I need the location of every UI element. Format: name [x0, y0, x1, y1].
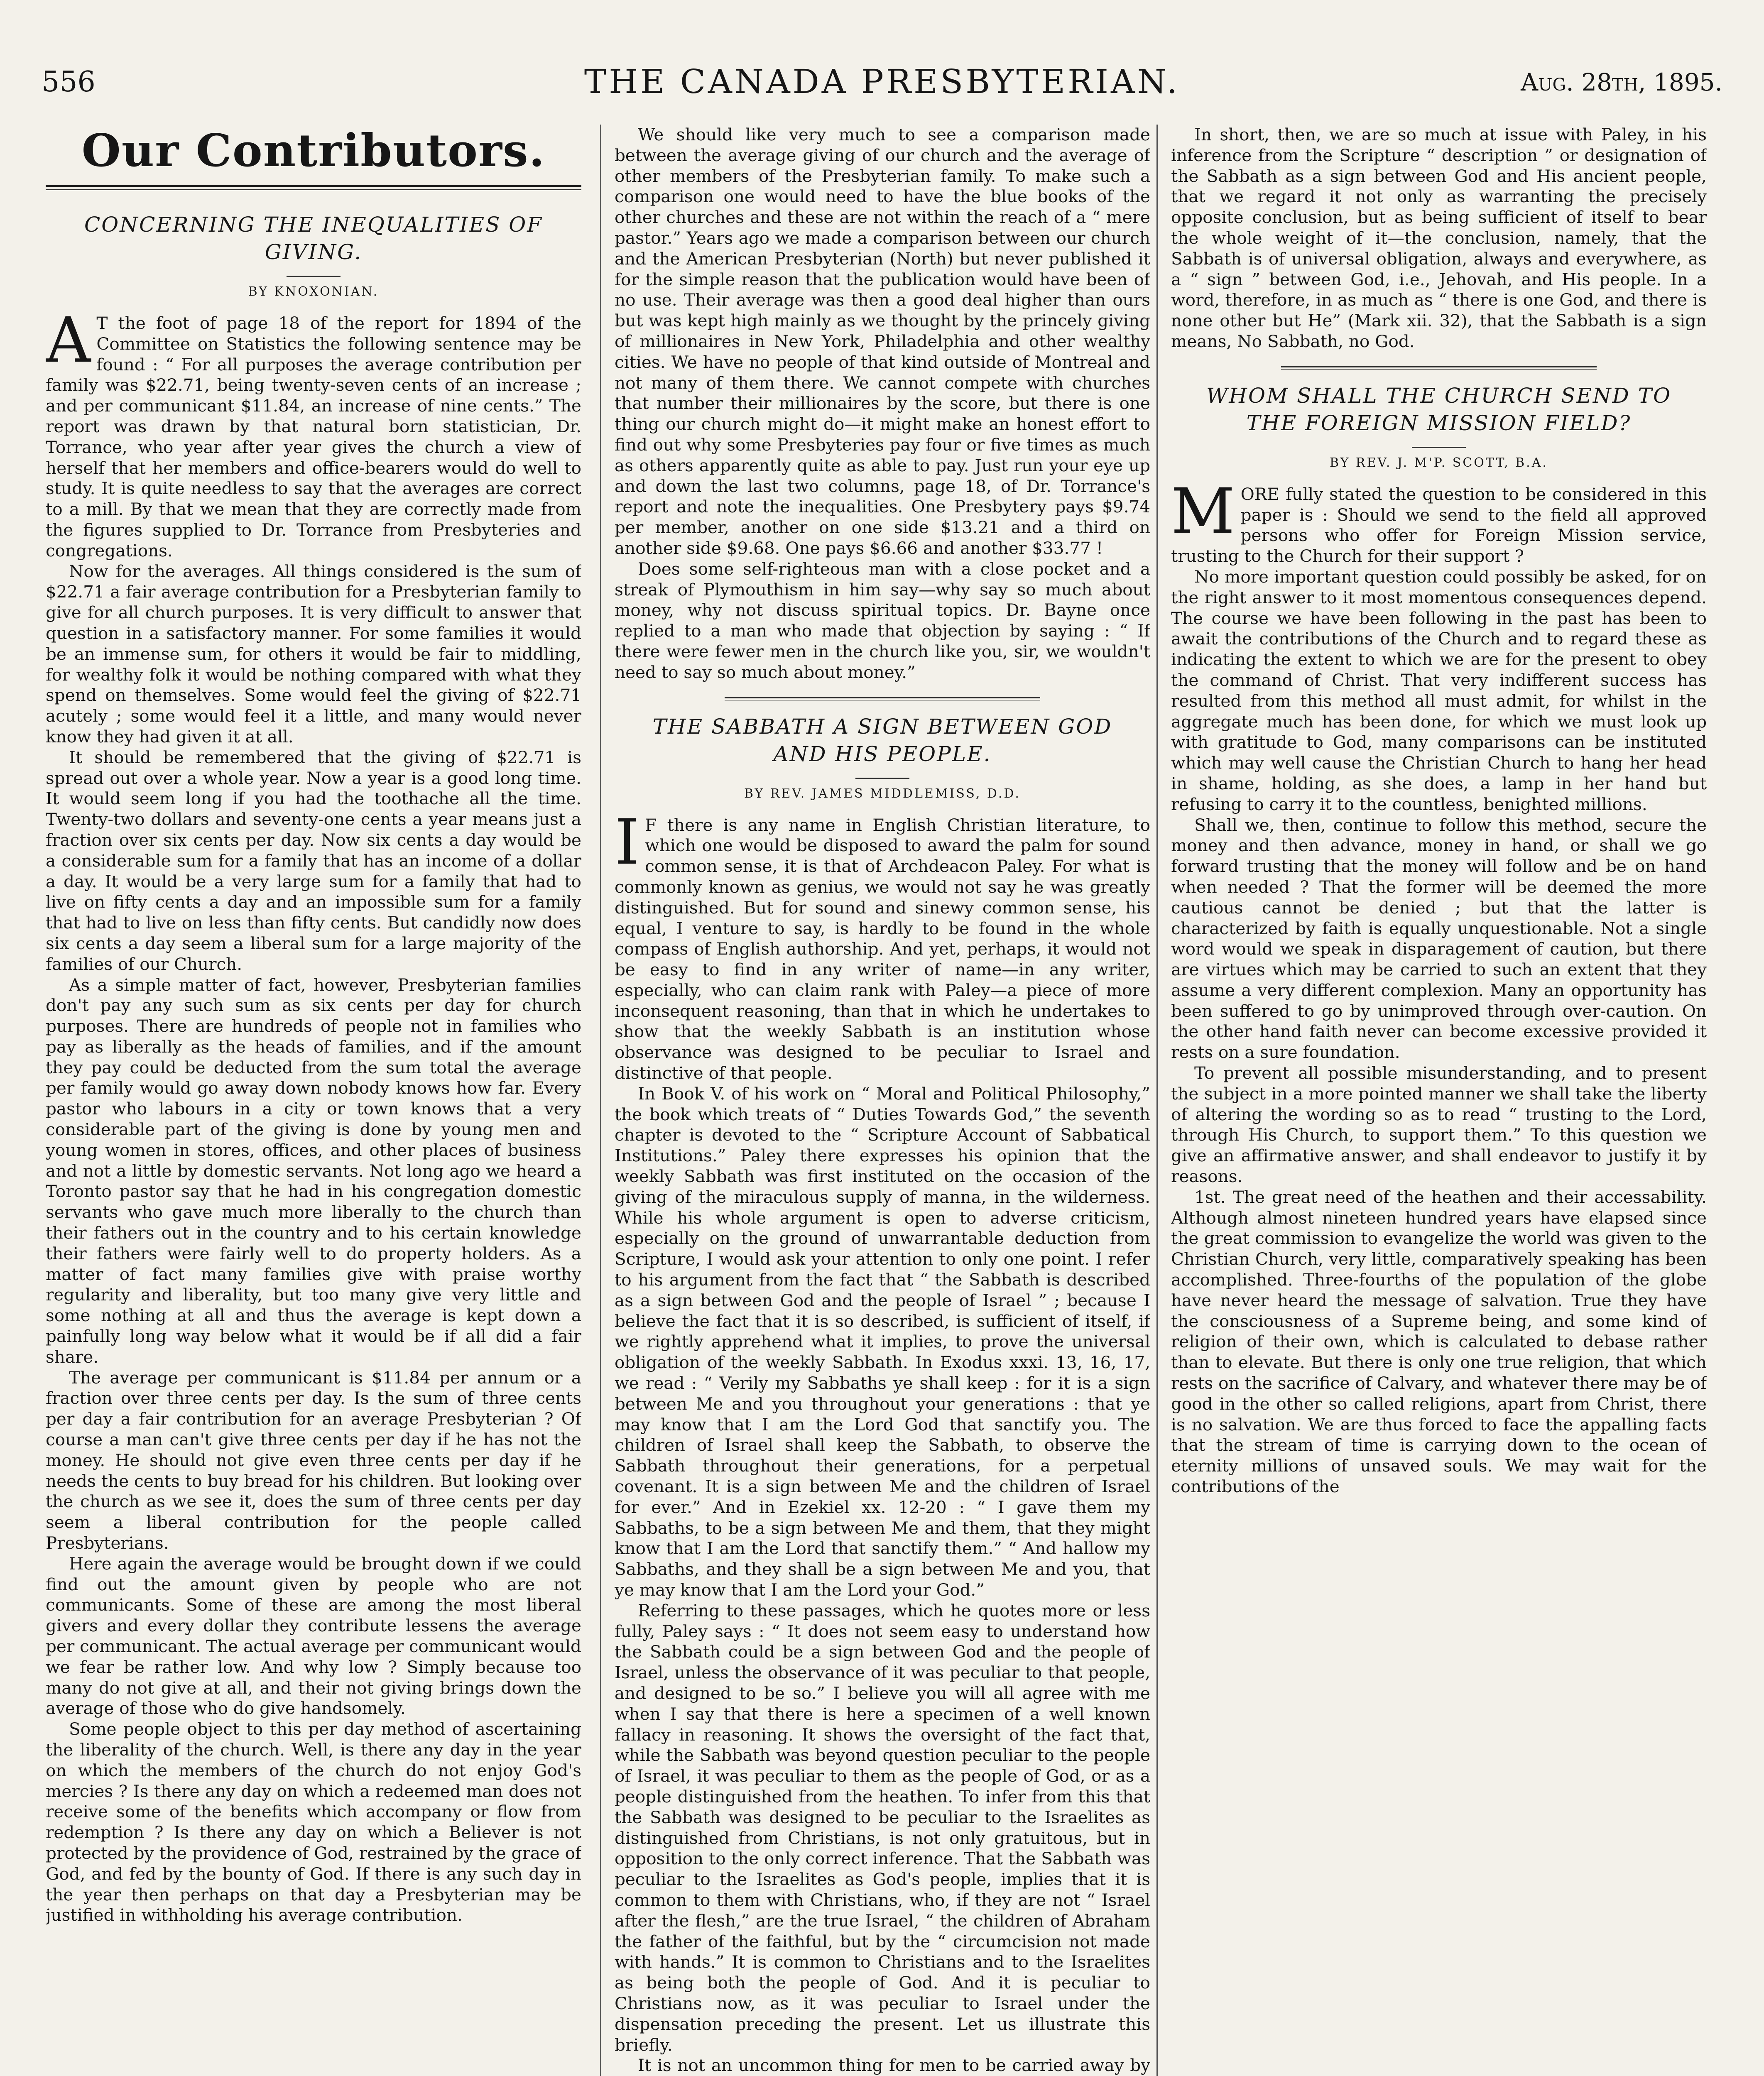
title-rule: [1412, 447, 1466, 448]
paragraph: We should like very much to see a comparison made between the average giving of our church and the average of other members of the Presbyterian family. To make such a comparison one would need to have the blue books of the other churches and these are not within the reach of a “ mere pastor.” Years ago we made a comparison between our church and the American Presbyterian (North) but never published it for the simple reason that the publication would have been of no use. Their average was then a good deal higher than ours but was kept high mainly as we thought by the princely giving of millionaires in New York, Philadelphia and other wealthy cities. We have no people of that kind outside of Montreal and not many of them there. We cannot compete with churches that number their millionaires by the score, but there is one thing our church might do—it might make an honest effort to find out why some Presbyteries pay four or five times as much as others apparently quite as able to pay. Just run your eye up and down the last two columns, page 18, of Dr. Torrance's report and note the inequalities. One Presbytery pays $9.74 per member, another on one side $13.21 and a third on another side $9.68. One pays $6.66 and another $33.77 !: [615, 125, 1150, 558]
paragraph: No more important question could possibly be asked, for on the right answer to it most momentous consequences depend. The course we have been following in the past has been to await the contributions of the Church and to regard these as indicating the extent to which we are for the present to obey the command of Christ. That very indifferent success has resulted from this method all must admit, for whilst in the aggregate much has been done, for which we must look up with gratitude to God, many comparisons can be instituted which may well cause the Christian Church to hang her head in shame, holding, as she does, a lamp in her hand but refusing to carry it to the countless, benighted millions.: [1171, 566, 1707, 814]
section-rule: [46, 185, 581, 190]
paragraph: Referring to these passages, which he quotes more or less fully, Paley says : “ It does not seem easy to understand how the Sabbath could be a sign between God and the people of Israel, unless the observance of it was peculiar to that people, and designed to be so.” I believe you will all agree with me when I say that there is here a specimen of a well known fallacy in reasoning. It shows the oversight of the fact that, while the Sabbath was beyond question peculiar to the people of Israel, it was peculiar to them as the people of God, or as a people distinguished from the heathen. To infer from this that the Sabbath was designed to be peculiar to the Israelites as distinguished from Christians, is not only gratuitous, but in opposition to the only correct inference. That the Sabbath was peculiar to the Israelites as God's people, implies that it is common to them with Christians, who, if they are not “ Israel after the flesh,” are the true Israel, “ the children of Abraham the father of the faithful, but by the “ circumcision not made with hands.” It is common to Christians and to the Israelites as being both the people of God. And it is peculiar to Christians now, as it was peculiar to Israel under the dispensation preceding the present. Let us illustrate this briefly.: [615, 1600, 1150, 2055]
article-title: CONCERNING THE INEQUALITIES OF GIVING.: [84, 213, 543, 264]
paragraph: Some people object to this per day method of ascertaining the liberality of the church. Well, is there any day in the year on which the members of the church do not enjoy God's mercies ? Is there any day on which a redeemed man does not receive some of the benefits which accompany or flow from redemption ? Is there any day on which a Believer is not protected by the providence of God, restrained by the grace of God, and fed by the bounty of God. If there is any such day in the year then perhaps on that day a Presbyterian may be justified in withholding his average contribution.: [46, 1719, 581, 1925]
column-2: [615, 125, 1150, 2076]
drop-cap: M: [1171, 475, 1235, 548]
page-number: 556: [42, 66, 96, 98]
article-byline: BY REV. J. M'P. SCOTT, B.A.: [1330, 455, 1548, 470]
paragraph: It should be remembered that the giving of $22.71 is spread out over a whole year. Now a year is a good long time. It would seem long if you had the toothache all the time. Twenty-two dollars and seventy-one cents a year means just a fraction over six cents per day. Now six cents a day would be a considerable sum for a family that has an income of a dollar a day. It would be a very large sum for a family that had to live on fifty cents a day and an impossible sum for a family that had to live on less than fifty cents. But candidly now does six cents a day seem a liberal sum for a large majority of the families of our Church.: [46, 747, 581, 974]
drop-cap: A: [46, 304, 91, 377]
paragraph: As a simple matter of fact, however, Presbyterian families don't pay any such sum as six cents per day for church purposes. There are hundreds of people not in families who pay as liberally as the heads of families, and if the amount they pay could be deducted from the sum total the average per family would go away down nobody knows how far. Every pastor who labours in a city or town knows that a very considerable part of the giving is done by young men and young women in stores, offices, and other places of business and not a little by domestic servants. Not long ago we heard a Toronto pastor say that he had in his congregation domestic servants who gave much more liberally to the church than their fathers out in the country and to his certain knowledge their fathers were fairly well to do property holders. As a matter of fact many families give with praise worthy regularity and liberality, but too many give very little and some nothing at all and thus the average is kept down a painfully long way below what it would be if all did a fair share.: [46, 974, 581, 1367]
title-rule: [855, 778, 909, 779]
column-rule: [600, 125, 601, 2076]
article-byline: BY KNOXONIAN.: [248, 284, 379, 299]
paragraph: In short, then, we are so much at issue with Paley, in his inference from the Scripture “ description ” or designation of the Sabbath as a sign between God and His ancient people, that we regard it not only as warranting the precisely opposite conclusion, but as being sufficient of itself to bear the whole weight of it—the conclusion, namely, that the Sabbath is of universal obligation, always and everywhere, as a “ sign ” between God, i.e., Jehovah, and His people. In a word, therefore, in as much as “ there is one God, and there is none other but He” (Mark xii. 32), that the Sabbath is a sign means, No Sabbath, no God.: [1171, 125, 1707, 351]
drop-cap: I: [615, 806, 639, 879]
paragraph: The average per communicant is $11.84 per annum or a fraction over three cents per day. Is the sum of three cents per day a fair contribution for an average Presbyterian ? Of course a man can't give three cents per day if he has not the money. He should not give even three cents per day if he needs the cents to buy bread for his children. But looking over the church as we see it, does the sum of three cents per day seem a liberal contribution for the people called Presbyterians.: [46, 1367, 581, 1553]
article-separator: [725, 697, 1040, 700]
paragraph: Shall we, then, continue to follow this method, secure the money and then advance, money in hand, or shall we go forward trusting that the money will follow and be on hand when needed ? That the former will be deemed the more cautious cannot be denied ; but that the latter is characterized by faith is equally unquestionable. Not a single word would we speak in disparagement of caution, but there are virtues which may be carried to such an extent that they assume a very different complexion. Many an opportunity has been suffered to go by unimproved through over-caution. On the other hand faith never can become excessive provided it rests on a sure foundation.: [1171, 815, 1707, 1062]
column-3: [1171, 125, 1707, 2076]
article-title: THE SABBATH A SIGN BETWEEN GOD AND HIS PEOPLE.: [652, 714, 1112, 766]
paragraph: A T the foot of page 18 of the report for 1894 of the Committee on Statistics the following sentence may be found : “ For all purposes the average contribution per family was $22.71, being twenty-seven cents of an increase ; and per communicant $11.84, an increase of nine cents.” The report was drawn by that natural born statistician, Dr. Torrance, who year after year gives the church a view of herself that her members and office-bearers would do well to study. It is quite needless to say that the averages are correct to a mill. By that we mean that they are correctly made from the figures supplied to Dr. Torrance from Presbyteries and congregations.: [46, 304, 581, 561]
paragraph: I F there is any name in English Christian literature, to which one would be disposed to award the palm for sound common sense, it is that of Archdeacon Paley. For what is commonly known as genius, we would not say he was greatly distinguished. But for sound and sinewy common sense, his equal, I venture to say, is hardly to be found in the whole compass of English authorship. And yet, perhaps, it would not be easy to find in any writer of name—in any writer, especially, who can claim rank with Paley—a piece of more inconsequent reasoning, than that in which he undertakes to show that the weekly Sabbath is an institution whose observance was designed to be peculiar to Israel and distinctive of that people.: [615, 806, 1150, 1083]
paragraph: In Book V. of his work on “ Moral and Political Philosophy,” the book which treats of “ Duties Towards God,” the seventh chapter is devoted to the “ Scripture Account of Sabbatical Institutions.” Paley there expresses his opinion that the weekly Sabbath was first instituted on the occasion of the giving of the miraculous supply of manna, in the wilderness. While his whole argument is open to adverse criticism, especially on the ground of unwarrantable deduction from Scripture, I would ask your attention to only one point. I refer to his argument from the fact that “ the Sabbath is described as a sign between God and the people of Israel ” ; because I believe the fact that it is so described, is sufficient of itself, if we rightly apprehend what it implies, to prove the universal obligation of the weekly Sabbath. In Exodus xxxi. 13, 16, 17, we read : “ Verily my Sabbaths ye shall keep : for it is a sign between Me and you throughout your generations : that ye may know that I am the Lord God that sanctify you. The children of Israel shall keep the Sabbath, to observe the Sabbath throughout their generations, for a perpetual covenant. It is a sign between Me and the children of Israel for ever.” And in Ezekiel xx. 12-20 : “ I gave them my Sabbaths, to be a sign between Me and them, that they might know that I am the Lord that sanctify them.” “ And hallow my Sabbaths, and they shall be a sign between Me and you, that ye may know that I am the Lord your God.”: [615, 1083, 1150, 1600]
masthead: [42, 62, 1722, 112]
paragraph: It is not an uncommon thing for men to be carried away by: [638, 2055, 1150, 2076]
paragraph: To prevent all possible misunderstanding, and to present the subject in a more pointed manner we shall take the liberty of altering the wording so as to read “ trusting to the Lord, through His Church, to support them.” To this question we give an affirmative answer, and shall endeavor to justify it by reasons.: [1171, 1063, 1707, 1187]
issue-date: Aug. 28th, 1895.: [1521, 68, 1722, 96]
paper-name: THE CANADA PRESBYTERIAN.: [584, 62, 1180, 101]
paragraph: Now for the averages. All things considered is the sum of $22.71 a fair average contribution for a Presbyterian family to give for all church purposes. It is very difficult to answer that question in a satisfactory manner. For some families it would be an immense sum, for others it would be fair to middling, for wealthy folk it would be nothing compared with what they spend on themselves. Some would feel the giving of $22.71 acutely ; some would feel it a little, and many would never know they had given it at all.: [46, 561, 581, 747]
column-rule: [1156, 125, 1158, 2076]
paragraph: Here again the average would be brought down if we could find out the amount given by people who are not communicants. Some of these are among the most liberal givers and every dollar they contribute lessens the average per communicant. The actual average per communicant would we fear be rather low. And why low ? Simply because too many do not give at all, and their not giving brings down the average of those who do give handsomely.: [46, 1553, 581, 1719]
paragraph: Does some self-righteous man with a close pocket and a streak of Plymouthism in him say—why say so much about money, why not discuss spiritual topics. Dr. Bayne once replied to a man who made that objection by saying : “ If there were fewer men in the church like you, sir, we wouldn't need to say so much about money.”: [615, 558, 1150, 682]
article-separator: [1281, 366, 1597, 370]
column-1: [46, 125, 581, 2076]
title-rule: [287, 276, 341, 277]
section-title: Our Contributors.: [81, 125, 546, 177]
paragraph: MORE fully stated the question to be considered in this paper is : Should we send to the field all approved persons who offer for Foreign Mission service, trusting to the Church for their support ?: [1171, 475, 1707, 566]
paragraph: 1st. The great need of the heathen and their accessability. Although almost nineteen hundred years have elapsed since the great commission to evangelize the world was given to the Christian Church, very little, comparatively speaking has been accomplished. Three-fourths of the population of the globe have never heard the message of salvation. True they have the consciousness of a Supreme being, and some kind of religion of their own, which is calculated to debase rather than to elevate. But there is only one true religion, that which rests on the sacrifice of Calvary, and whatever there may be of good in the other so called religions, apart from Christ, there is no salvation. We are thus forced to face the appalling facts that the stream of time is carrying down to the ocean of eternity millions of unsaved souls. We may wait for the contributions of the: [1171, 1187, 1707, 1497]
article-title: WHOM SHALL THE CHURCH SEND TO THE FOREIGN MISSION FIELD?: [1206, 383, 1671, 435]
article-byline: BY REV. JAMES MIDDLEMISS, D.D.: [744, 786, 1021, 801]
